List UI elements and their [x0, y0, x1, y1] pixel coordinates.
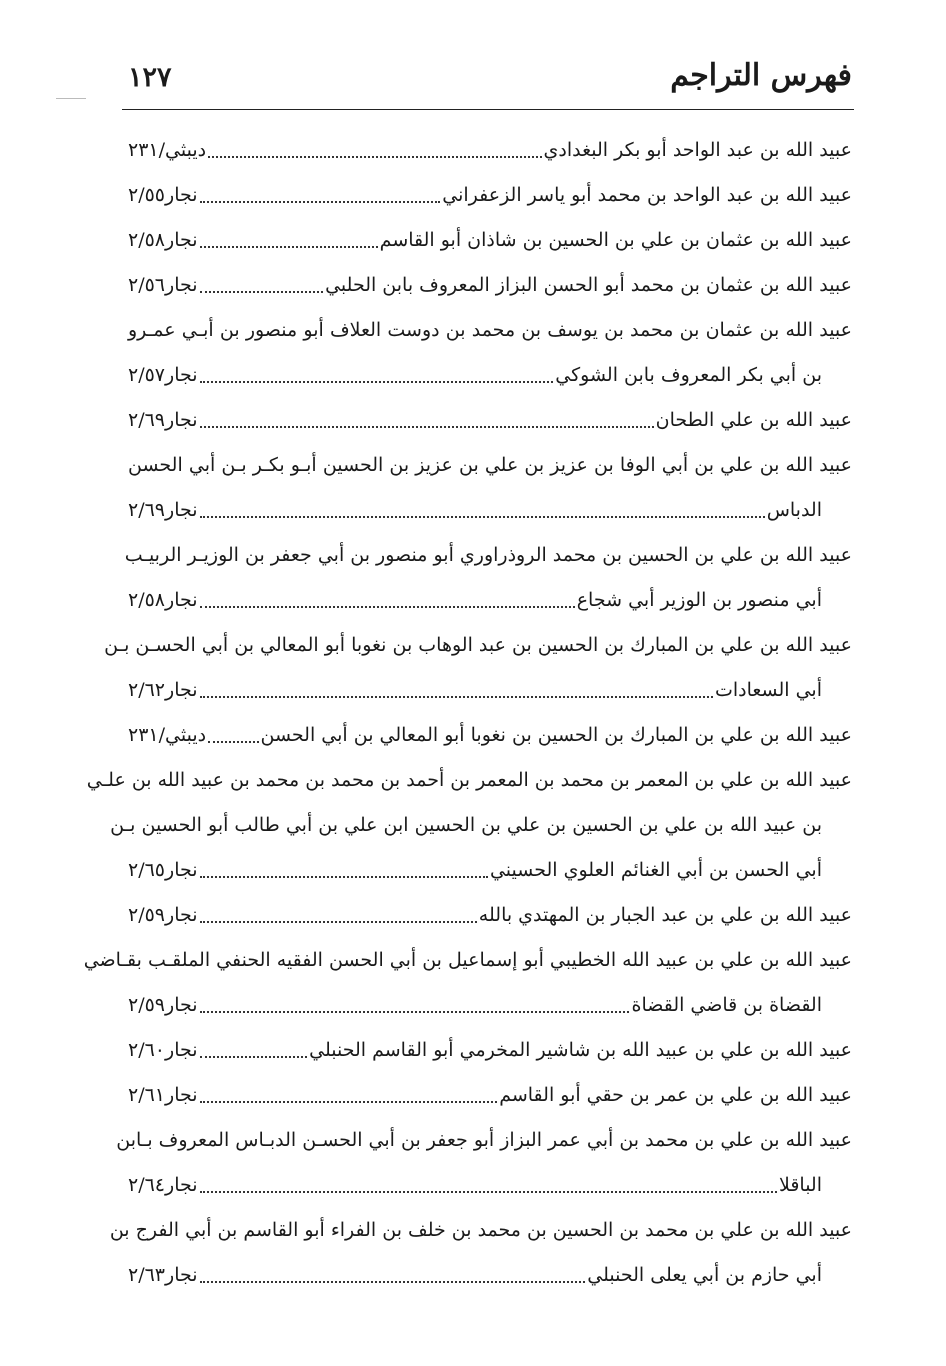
dot-leader [200, 1056, 308, 1058]
dot-leader [200, 921, 477, 923]
page-number: ١٢٧ [128, 62, 172, 93]
dot-leader [200, 1011, 630, 1013]
dot-leader [200, 876, 488, 878]
entry-name-text: عبيد الله بن عثمان بن علي بن الحسين بن شاذان أبو القاسم [379, 229, 852, 251]
entry-name-text: عبيد الله بن علي بن عمر بن حقي أبو القاسم [499, 1084, 852, 1106]
index-entry [128, 1028, 852, 1073]
header-rule [122, 109, 854, 110]
dot-leader [200, 246, 378, 248]
entry-continuation-line [128, 983, 852, 1028]
index-entry [116, 1118, 852, 1208]
entry-source-reference: نجار٢/٥٩ [128, 904, 198, 926]
entry-name-text: عبيد الله بن علي بن عبيد الله بن شاشير المخرمي أبو القاسم الحنبلي [309, 1039, 852, 1061]
entry-continuation-line [128, 353, 852, 398]
entry-line [128, 173, 852, 218]
entry-name-text: عبيد الله بن علي بن المبارك بن الحسين بن نغوبا أبو المعالي بن أبي الحسن [260, 724, 852, 746]
entry-source-reference: نجار٢/٦٠ [128, 1039, 198, 1061]
entry-continuation-line [128, 488, 852, 533]
dot-leader [200, 291, 324, 293]
dot-leader [200, 606, 575, 608]
entry-line [86, 758, 852, 803]
entry-line [128, 398, 852, 443]
entry-name-text: عبيد الله بن علي بن الحسين بن محمد الروذراوري أبو منصور بن أبي جعفر بن الوزيـر الربيـب [124, 544, 852, 566]
entry-source-reference: نجار٢/٥٧ [128, 364, 198, 386]
entry-line [128, 1028, 852, 1073]
entry-source-reference: نجار٢/٥٨ [128, 229, 198, 251]
margin-mark [56, 98, 86, 99]
entry-line [128, 263, 852, 308]
entry-line [128, 308, 852, 353]
entry-name-text: عبيد الله بن علي بن المعمر بن محمد بن المعمر بن أحمد بن محمد بن محمد بن عبيد الله بن علـي [86, 769, 852, 791]
entry-continuation-line [128, 668, 852, 713]
entry-source-reference: نجار٢/٥٨ [128, 589, 198, 611]
entry-source-reference: نجار٢/٦٣ [128, 1264, 198, 1286]
entry-line [128, 218, 852, 263]
entry-name-text: عبيد الله بن علي بن عبد الجبار بن المهتدي بالله [478, 904, 852, 926]
entry-line [124, 533, 852, 578]
entry-name-text: عبيد الله بن عبد الواحد بن محمد أبو ياسر الزعفراني [442, 184, 852, 206]
page-header [128, 58, 852, 108]
entry-source-reference: نجار٢/٥٩ [128, 994, 198, 1016]
entry-source-reference: ديبثي/٢٣١ [128, 724, 207, 746]
entry-name-text: الباقلا [778, 1174, 822, 1196]
entry-continuation-line [128, 1163, 852, 1208]
entry-name-text: عبيد الله بن علي بن محمد بن أبي عمر البزاز أبو جعفر بن أبي الحسـن الدبـاس المعروف بـابن [116, 1129, 852, 1151]
dot-leader [208, 741, 258, 743]
entry-source-reference: نجار٢/٦٢ [128, 679, 198, 701]
index-entry [128, 713, 852, 758]
entry-name-text: بن عبيد الله بن علي بن الحسين بن علي بن الحسين ابن علي بن أبي طالب أبو الحسين بـن [110, 814, 822, 836]
entry-name-text: عبيد الله بن عثمان بن محمد بن يوسف بن محمد بن دوست العلاف أبو منصور بن أبـي عمـرو [128, 319, 852, 341]
entry-name-text: عبيد الله بن علي بن محمد بن الحسين بن محمد بن خلف بن الفراء أبو القاسم بن أبي الفرج بن [109, 1219, 852, 1241]
entry-line [128, 1073, 852, 1118]
dot-leader [200, 696, 713, 698]
index-entry [128, 893, 852, 938]
entry-name-text: أبي منصور بن الوزير أبي شجاع [576, 589, 822, 611]
index-entry [128, 443, 852, 533]
dot-leader [200, 1191, 777, 1193]
dot-leader [200, 516, 765, 518]
entry-name-text: أبي السعادات [714, 679, 822, 701]
index-entry [128, 1073, 852, 1118]
entry-line [109, 1208, 852, 1253]
entry-name-text: بن أبي بكر المعروف بابن الشوكي [555, 364, 822, 386]
entry-source-reference: نجار٢/٥٥ [128, 184, 198, 206]
entry-continuation-line [128, 848, 852, 893]
index-entry [128, 173, 852, 218]
entry-name-text: الدباس [766, 499, 822, 521]
entry-source-reference: نجار٢/٦٩ [128, 499, 198, 521]
index-entry [83, 938, 852, 1028]
entry-source-reference: نجار٢/٥٦ [128, 274, 198, 296]
index-entry [128, 218, 852, 263]
index-entry [124, 533, 852, 623]
entry-continuation-line [128, 578, 852, 623]
entry-source-reference: نجار٢/٦٥ [128, 859, 198, 881]
dot-leader [200, 426, 654, 428]
entry-continuation-line [128, 1253, 852, 1298]
entry-source-reference: نجار٢/٦٤ [128, 1174, 198, 1196]
entry-name-text: القضاة بن قاضي القضاة [631, 994, 822, 1016]
entry-name-text: عبيد الله بن علي الطحان [655, 409, 852, 431]
entry-name-text: عبيد الله بن عثمان بن محمد أبو الحسن البزاز المعروف بابن الحلبي [325, 274, 852, 296]
index-entry [109, 1208, 852, 1298]
dot-leader [200, 201, 441, 203]
dot-leader [200, 1101, 498, 1103]
running-title: فهرس التراجم [670, 58, 852, 93]
entry-name-text: عبيد الله بن علي بن أبي الوفا بن عزيز بن علي بن عزيز بن الحسين أبـو بكـر بـن أبي الحسن [128, 454, 852, 476]
index-entry [104, 623, 852, 713]
index-entry [86, 758, 852, 893]
entry-line [128, 713, 852, 758]
entry-name-text: أبي حازم بن أبي يعلى الحنبلي [587, 1264, 822, 1286]
dot-leader [200, 381, 554, 383]
entry-line [83, 938, 852, 983]
entry-line [128, 893, 852, 938]
index-list [83, 128, 852, 1298]
entry-line [128, 128, 852, 173]
index-entry [128, 263, 852, 308]
dot-leader [208, 156, 541, 158]
index-entry [128, 398, 852, 443]
entry-source-reference: ديبثي/٢٣١ [128, 139, 207, 161]
entry-name-text: عبيد الله بن علي بن المبارك بن الحسين بن عبد الوهاب بن نغوبا أبو المعالي بن أبي الحسـن بـن [104, 634, 852, 656]
dot-leader [200, 1281, 586, 1283]
entry-line [116, 1118, 852, 1163]
entry-name-text: عبيد الله بن عبد الواحد أبو بكر البغدادي [543, 139, 852, 161]
entry-name-text: عبيد الله بن علي بن عبيد الله الخطيبي أبو إسماعيل بن أبي الحسن الفقيه الحنفي الملقـب بقـاضي [83, 949, 852, 971]
entry-name-text: أبي الحسن بن أبي الغنائم العلوي الحسيني [489, 859, 822, 881]
entry-source-reference: نجار٢/٦١ [128, 1084, 198, 1106]
index-entry [128, 128, 852, 173]
index-entry [128, 308, 852, 398]
entry-line [128, 443, 852, 488]
entry-continuation-line [110, 803, 852, 848]
entry-source-reference: نجار٢/٦٩ [128, 409, 198, 431]
entry-line [104, 623, 852, 668]
